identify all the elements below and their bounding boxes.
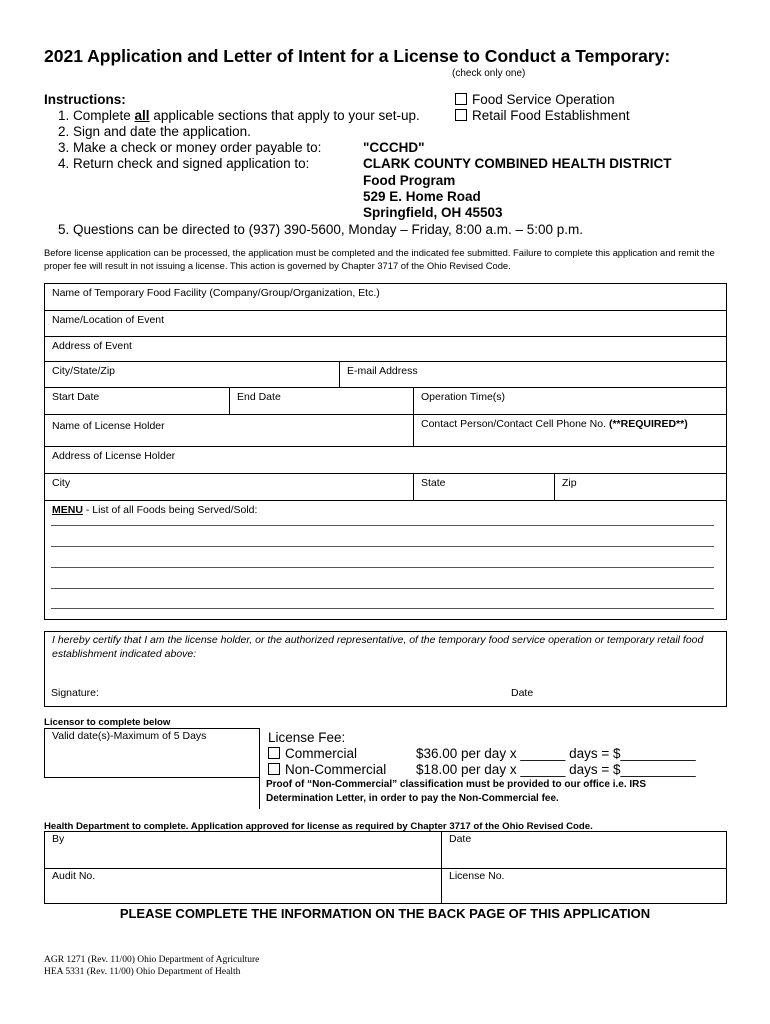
contact-person-field[interactable]: Contact Person/Contact Cell Phone No. (**REQUIRED**) [413, 414, 727, 447]
checkbox-commercial[interactable] [268, 747, 280, 759]
address-line-4: Springfield, OH 45503 [363, 205, 503, 220]
state-field[interactable]: State [413, 473, 555, 501]
licensor-divider [259, 728, 260, 809]
fee-commercial[interactable]: Commercial [268, 746, 357, 761]
checkbox-retail-food[interactable] [455, 109, 467, 121]
license-no-field[interactable]: License No. [441, 868, 727, 904]
instruction-1: 1. Complete all applicable sections that apply to your set-up. [58, 108, 420, 123]
processing-notice: Before license application can be processed, the application must be completed and the indicated fee submitted. Failure to complete this application and remit the proper fee will result in not issuing a license. This action is governed by Chapter 3717 of the Ohio Revised Code. [44, 247, 715, 271]
instructions-heading: Instructions: [44, 92, 126, 107]
back-page-notice: PLEASE COMPLETE THE INFORMATION ON THE BACK PAGE OF THIS APPLICATION [119, 906, 651, 921]
event-name-field[interactable]: Name/Location of Event [44, 310, 727, 337]
audit-no-field[interactable]: Audit No. [44, 868, 442, 904]
start-date-field[interactable]: Start Date [44, 387, 230, 415]
address-line-2: Food Program [363, 173, 456, 188]
menu-line[interactable] [51, 525, 714, 526]
fee-non-commercial-rate: $18.00 per day x ______ days = $__________ [416, 762, 696, 777]
instruction-2: 2. Sign and date the application. [58, 124, 251, 139]
option-food-service[interactable]: Food Service Operation [455, 92, 615, 107]
option-retail-food[interactable]: Retail Food Establishment [455, 108, 630, 123]
address-line-1: CLARK COUNTY COMBINED HEALTH DISTRICT [363, 156, 672, 171]
end-date-field[interactable]: End Date [229, 387, 414, 415]
fee-commercial-rate: $36.00 per day x ______ days = $__________ [416, 746, 696, 761]
menu-line[interactable] [51, 567, 714, 568]
instruction-3: 3. Make a check or money order payable to: [58, 140, 322, 155]
licensor-heading: Licensor to complete below [44, 717, 171, 728]
city-field[interactable]: City [44, 473, 414, 501]
email-field[interactable]: E-mail Address [339, 361, 727, 388]
instruction-4: 4. Return check and signed application to: [58, 156, 310, 171]
facility-name-field[interactable]: Name of Temporary Food Facility (Company/Group/Organization, Etc.) [44, 283, 727, 311]
license-fee-label: License Fee: [268, 730, 346, 745]
footer-agr: AGR 1271 (Rev. 11/00) Ohio Department of Agriculture [44, 955, 260, 965]
checkbox-non-commercial[interactable] [268, 763, 280, 775]
valid-dates-field[interactable]: Valid date(s)-Maximum of 5 Days [44, 728, 260, 778]
page-title: 2021 Application and Letter of Intent for a License to Conduct a Temporary: [44, 46, 671, 66]
checkbox-food-service[interactable] [455, 93, 467, 105]
signature-label[interactable]: Signature: [51, 687, 99, 699]
menu-line[interactable] [51, 588, 714, 589]
menu-label: MENU [52, 504, 83, 516]
holder-address-field[interactable]: Address of License Holder [44, 446, 727, 474]
approved-by-field[interactable]: By [44, 831, 442, 869]
city-state-zip-field[interactable]: City/State/Zip [44, 361, 340, 388]
event-address-field[interactable]: Address of Event [44, 336, 727, 362]
approval-date-field[interactable]: Date [441, 831, 727, 869]
zip-field[interactable]: Zip [554, 473, 727, 501]
certification-statement: I hereby certify that I am the license holder, or the authorized representative, of the temporary food service operation or temporary retail food establishment indicated above: [52, 634, 704, 660]
health-dept-heading: Health Department to complete. Application approved for license as required by Chapter 3717 of the Ohio Revised Code. [44, 821, 593, 832]
address-line-3: 529 E. Home Road [363, 189, 481, 204]
signature-date-label[interactable]: Date [511, 687, 534, 699]
instruction-5: 5. Questions can be directed to (937) 390-5600, Monday – Friday, 8:00 a.m. – 5:00 p.m. [58, 222, 584, 237]
non-commercial-note-1: Proof of “Non-Commercial” classification must be provided to our office i.e. IRS [266, 779, 647, 790]
footer-hea: HEA 5331 (Rev. 11/00) Ohio Department of Health [44, 967, 241, 977]
check-only-one-note: (check only one) [452, 68, 526, 79]
fee-non-commercial[interactable]: Non-Commercial [268, 762, 386, 777]
non-commercial-note-2: Determination Letter, in order to pay the Non-Commercial fee. [266, 793, 559, 804]
menu-line[interactable] [51, 546, 714, 547]
operation-times-field[interactable]: Operation Time(s) [413, 387, 727, 415]
payee-name: "CCCHD" [363, 140, 425, 155]
menu-section: MENU - List of all Foods being Served/Sold: [44, 500, 727, 620]
license-holder-field[interactable]: Name of License Holder [44, 414, 414, 447]
menu-line[interactable] [51, 608, 714, 609]
